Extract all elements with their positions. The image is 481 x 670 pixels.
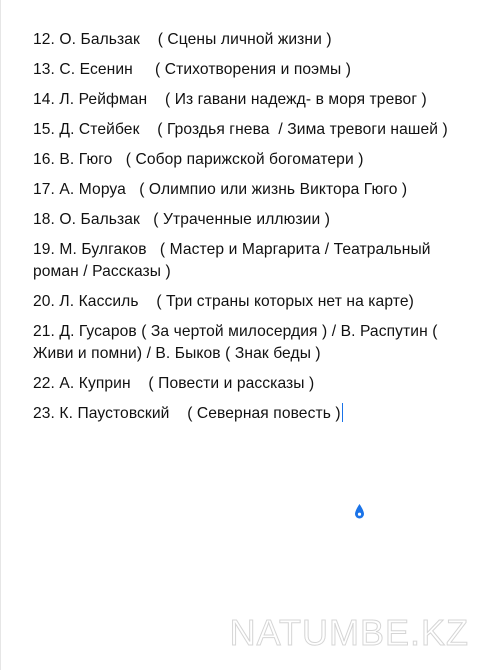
list-item xyxy=(33,291,473,313)
watermark: NATUMBE.KZ xyxy=(229,612,469,653)
list-item xyxy=(33,119,473,141)
list-item-text: 14. Л. Рейфман ( Из гавани надежд- в моря тревог ) xyxy=(33,91,427,108)
list-item-text: 12. О. Бальзак ( Сцены личной жизни ) xyxy=(33,31,332,48)
list-item xyxy=(33,239,473,283)
list-item-text: 21. Д. Гусаров ( За чертой милосердия ) / В. Распутин ( Живи и помни) / В. Быков ( Знак беды ) xyxy=(33,323,442,362)
list-item-text: 19. М. Булгаков ( Мастер и Маргарита / Театральный роман / Рассказы ) xyxy=(33,241,436,280)
list-item xyxy=(33,321,473,365)
list-item xyxy=(33,149,473,171)
list-item-text: 17. А. Моруа ( Олимпио или жизнь Виктора Гюго ) xyxy=(33,181,408,198)
book-list xyxy=(33,29,473,433)
list-item xyxy=(33,29,473,51)
list-item-text: 20. Л. Кассиль ( Три страны которых нет на карте) xyxy=(33,293,414,310)
list-item xyxy=(33,179,473,201)
list-item-text: 15. Д. Стейбек ( Гроздья гнева / Зима тревоги нашей ) xyxy=(33,121,448,138)
teardrop-handle-icon[interactable] xyxy=(354,503,365,520)
list-item xyxy=(33,59,473,81)
list-item xyxy=(33,89,473,111)
list-item-text: 22. А. Куприн ( Повести и рассказы ) xyxy=(33,375,315,392)
list-item xyxy=(33,403,473,425)
list-item-text: 16. В. Гюго ( Собор парижской богоматери ) xyxy=(33,151,364,168)
list-item xyxy=(33,209,473,231)
list-item-text: 13. С. Есенин ( Стихотворения и поэмы ) xyxy=(33,61,352,78)
list-item-text: 18. О. Бальзак ( Утраченные иллюзии ) xyxy=(33,211,330,228)
list-item-text: 23. К. Паустовский ( Северная повесть ) xyxy=(33,405,341,422)
list-item xyxy=(33,373,473,395)
text-cursor[interactable] xyxy=(342,403,344,422)
